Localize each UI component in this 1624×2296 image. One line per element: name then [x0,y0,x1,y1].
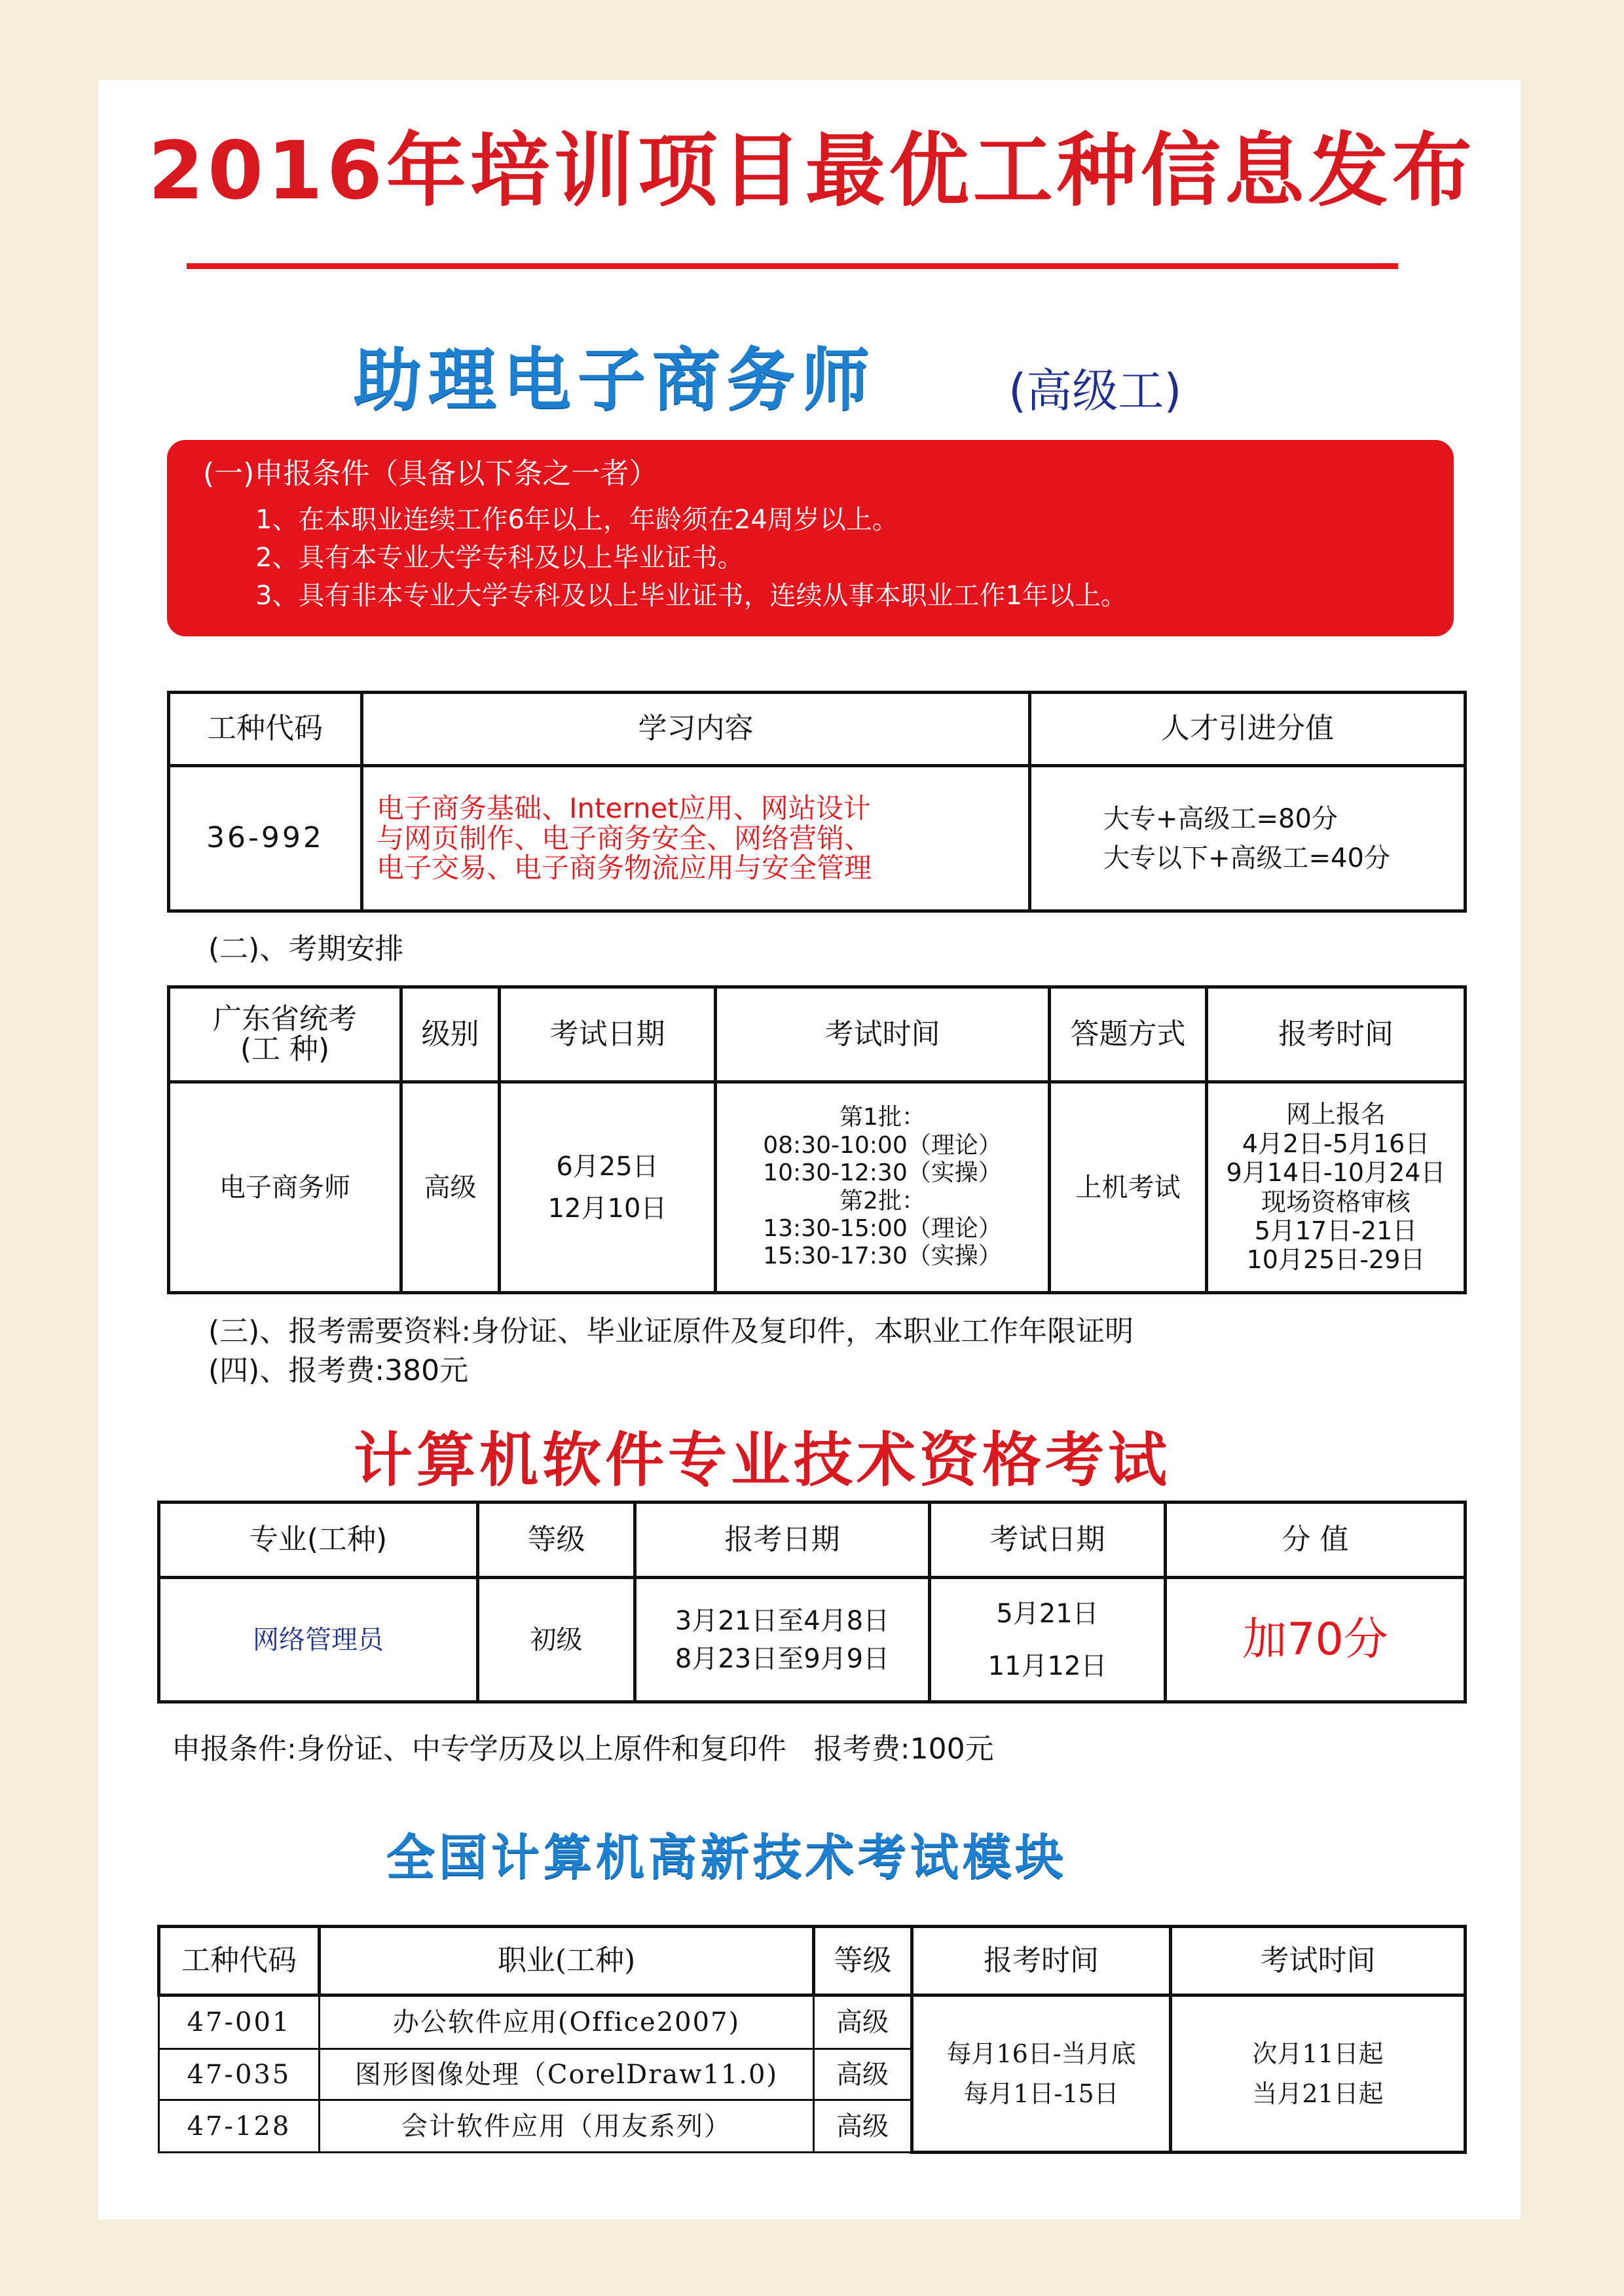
module-exam-time: 次月11日起 当月21日起 [1171,1995,1466,2153]
header-provincial-exam: 广东省统考 (工 种) [169,987,401,1082]
schedule-times: 第1批： 08:30-10:00（理论） 10:30-12:30（实操） 第2批： 13:30-15:00（理论） 15:30-17:30（实操） [716,1082,1050,1293]
header-level: 级别 [401,987,500,1082]
trade-info-table [167,691,1467,913]
header-score: 分 值 [1166,1503,1466,1578]
score-line: 大专以下+高级工=40分 [1103,843,1390,873]
header-registration-date: 报考日期 [635,1503,930,1578]
study-content-line: 电子交易、电子商务物流应用与安全管理 [377,852,872,884]
study-content-line: 与网页制作、电子商务安全、网络营销、 [377,822,872,854]
header-exam-date: 考试日期 [930,1503,1166,1578]
page-title: 2016年培训项目最优工种信息发布 [148,124,1476,217]
header-trade-code: 工种代码 [169,693,362,766]
registration-fee: (四)、报考费:380元 [208,1354,469,1387]
specialty-network-admin: 网络管理员 [159,1578,478,1702]
title-divider [187,263,1398,269]
module-level: 高级 [814,2100,912,2153]
section1-heading-suffix: (高级工) [1008,364,1182,418]
module-level: 高级 [814,2049,912,2100]
application-conditions-box [167,440,1454,636]
schedule-dates: 6月25日 12月10日 [500,1082,716,1293]
header-trade-code: 工种代码 [159,1927,320,1995]
module-name: 办公软件应用(Office2007) [320,1995,814,2049]
header-registration-time: 报考时间 [1207,987,1466,1082]
grade: 初级 [478,1578,635,1702]
score-line: 大专+高级工=80分 [1103,803,1338,834]
exam-schedule-table [167,985,1467,1294]
software-qualification-table [157,1501,1467,1704]
schedule-level: 高级 [401,1082,500,1293]
study-content-line: 电子商务基础、Internet应用、网站设计 [377,792,871,825]
header-grade: 等级 [814,1927,912,1995]
study-content [362,766,1030,911]
high-tech-exam-table [157,1925,1467,2154]
section3-heading: 全国计算机高新技术考试模块 [386,1829,1067,1886]
header-study-content: 学习内容 [362,693,1030,766]
section2-note: 申报条件:身份证、中专学历及以上原件和复印件 报考费:100元 [172,1732,994,1766]
module-level: 高级 [814,1995,912,2049]
section2-heading: 计算机软件专业技术资格考试 [354,1425,1171,1495]
header-occupation: 职业(工种) [320,1927,814,1995]
trade-code: 36-992 [169,766,362,911]
section1-heading: 助理电子商务师 [354,339,877,420]
module-name: 图形图像处理（CorelDraw11.0) [320,2049,814,2100]
schedule-method: 上机考试 [1050,1082,1207,1293]
required-materials: (三)、报考需要资料:身份证、毕业证原件及复印件，本职业工作年限证明 [208,1315,1134,1348]
module-code: 47-035 [159,2049,320,2100]
condition-item: 2、具有本专业大学专科及以上毕业证书。 [255,543,744,573]
condition-item: 3、具有非本专业大学专科及以上毕业证书，连续从事本职业工作1年以上。 [255,581,1127,611]
header-exam-time: 考试时间 [716,987,1050,1082]
conditions-title: (一)申报条件（具备以下条之一者） [203,457,658,490]
schedule-label: (二)、考期安排 [208,932,404,966]
header-answer-method: 答题方式 [1050,987,1207,1082]
talent-score [1030,766,1466,911]
module-registration-time: 每月16日-当月底 每月1日-15日 [912,1995,1171,2153]
header-exam-date: 考试日期 [500,987,716,1082]
module-code: 47-128 [159,2100,320,2153]
exam-dates: 5月21日 11月12日 [930,1578,1166,1702]
score-bonus: 加70分 [1166,1578,1466,1702]
schedule-trade: 电子商务师 [169,1082,401,1293]
header-specialty: 专业(工种) [159,1503,478,1578]
schedule-registration: 网上报名 4月2日-5月16日 9月14日-10月24日 现场资格审核 5月17日-21日 10月25日-29日 [1207,1082,1466,1293]
header-grade: 等级 [478,1503,635,1578]
header-exam-time: 考试时间 [1171,1927,1466,1995]
registration-dates: 3月21日至4月8日 8月23日至9月9日 [635,1578,930,1702]
header-talent-score: 人才引进分值 [1030,693,1466,766]
module-name: 会计软件应用（用友系列） [320,2100,814,2153]
module-code: 47-001 [159,1995,320,2049]
header-registration-time: 报考时间 [912,1927,1171,1995]
condition-item: 1、在本职业连续工作6年以上，年龄须在24周岁以上。 [255,505,898,535]
